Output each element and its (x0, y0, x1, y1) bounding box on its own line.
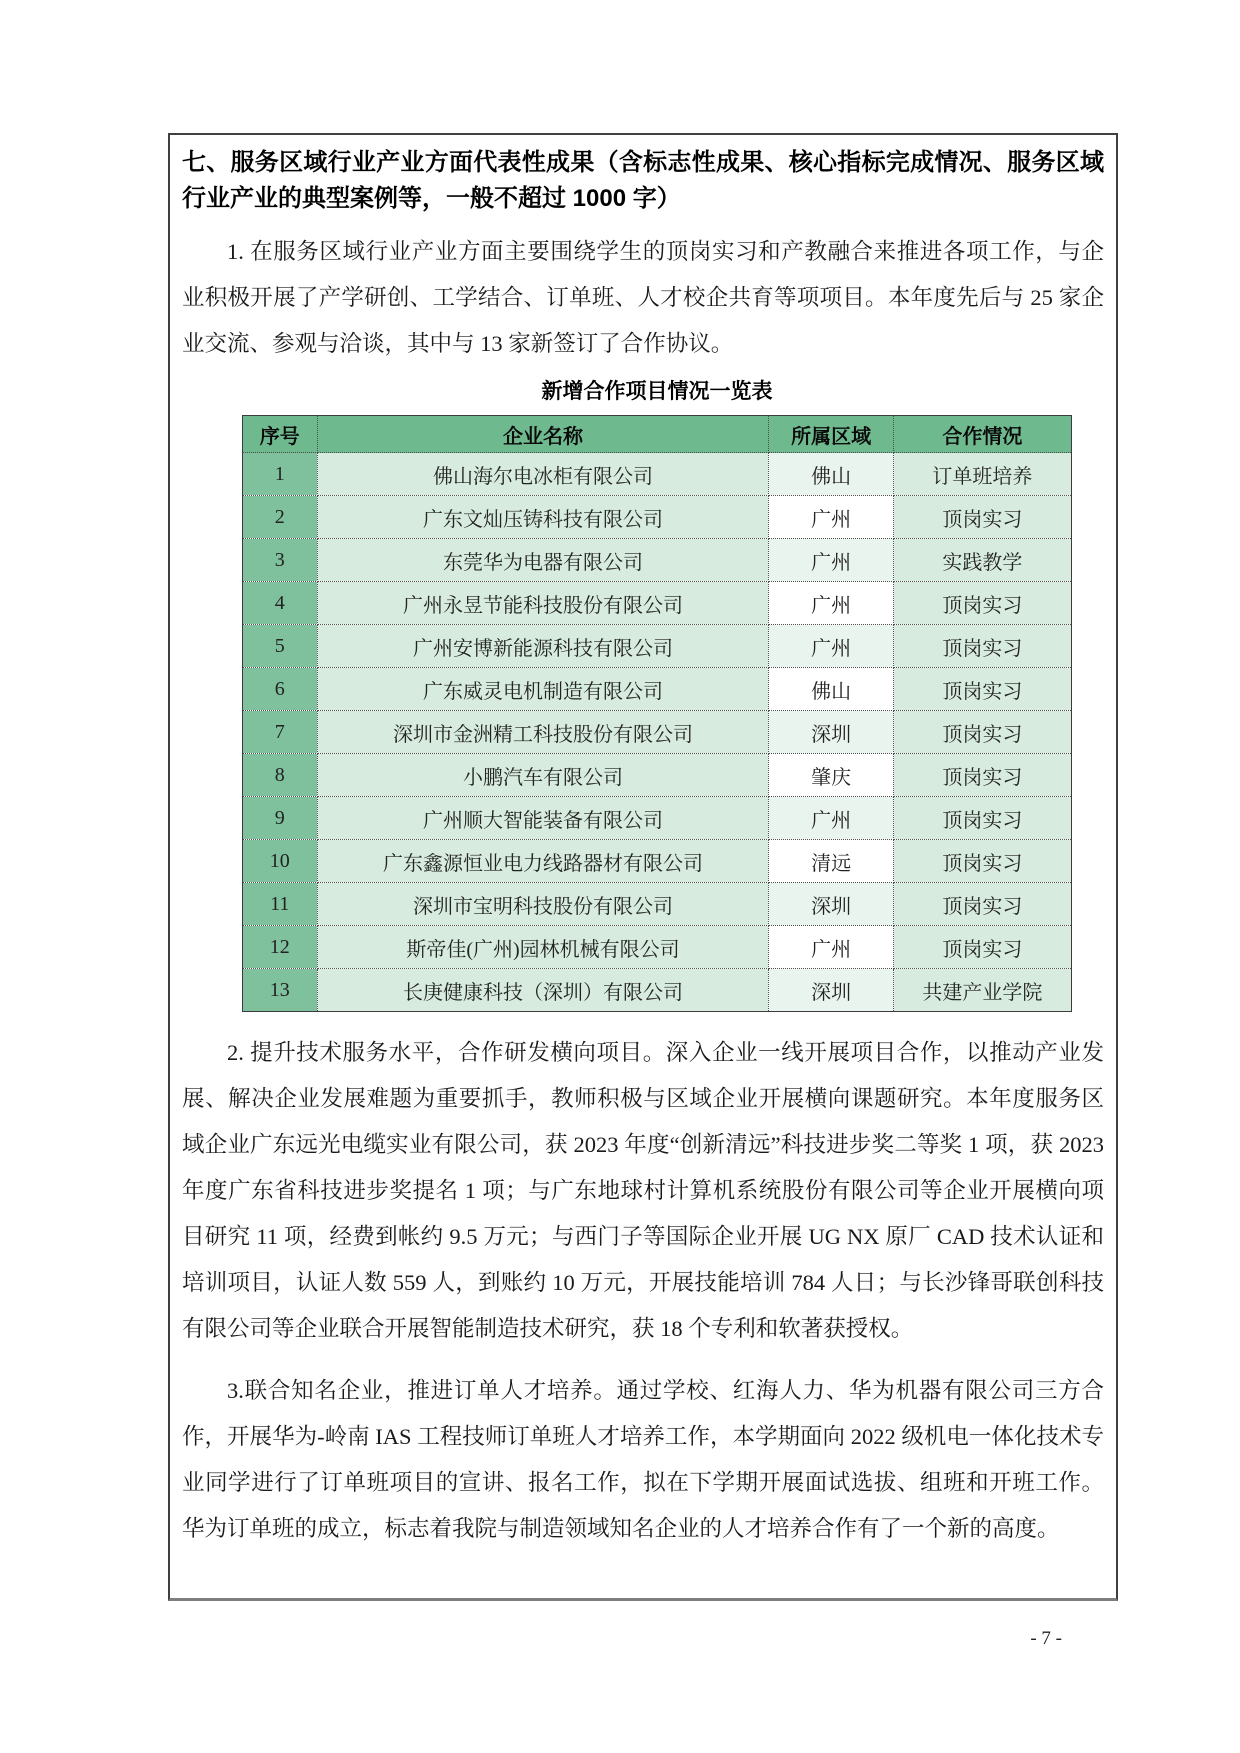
company-name-cell: 广东威灵电机制造有限公司 (317, 668, 769, 711)
paragraph-3: 3.联合知名企业，推进订单人才培养。通过学校、红海人力、华为机器有限公司三方合作，开展华为-岭南 IAS 工程技师订单班人才培养工作，本学期面向 2022 级机电一体化技术专业同学进行了订单班项目的宣讲、报名工作，拟在下学期开展面试选拔、组班和开班工作。华为订单班的成立，标志着我院与制造领域知名企业的人才培养合作有了一个新的高度。 (182, 1378, 1104, 1541)
row-index-cell: 2 (243, 496, 318, 539)
row-index-cell: 3 (243, 539, 318, 582)
table-row (243, 797, 1072, 840)
table-row (243, 625, 1072, 668)
column-header-no: 序号 (243, 416, 318, 453)
cooperation-cell: 顶岗实习 (893, 797, 1071, 840)
cooperation-cell: 顶岗实习 (893, 668, 1071, 711)
cooperation-table (242, 415, 1072, 1012)
cooperation-cell: 顶岗实习 (893, 625, 1071, 668)
cooperation-cell: 顶岗实习 (893, 711, 1071, 754)
table-row (243, 969, 1072, 1012)
region-cell: 佛山 (769, 453, 893, 496)
region-cell: 广州 (769, 625, 893, 668)
company-name-cell: 深圳市宝明科技股份有限公司 (317, 883, 769, 926)
column-header-cooperation: 合作情况 (893, 416, 1071, 453)
table-row (243, 840, 1072, 883)
table-body (243, 453, 1072, 1012)
table-row (243, 453, 1072, 496)
company-name-cell: 广州永昱节能科技股份有限公司 (317, 582, 769, 625)
company-name-cell: 广东文灿压铸科技有限公司 (317, 496, 769, 539)
paragraph-1: 1. 在服务区域行业产业方面主要围绕学生的顶岗实习和产教融合来推进各项工作，与企业积极开展了产学研创、工学结合、订单班、人才校企共育等项项目。本年度先后与 25 家企业交流、参观与洽谈，其中与 13 家新签订了合作协议。 (182, 239, 1104, 356)
cooperation-cell: 顶岗实习 (893, 883, 1071, 926)
region-cell: 肇庆 (769, 754, 893, 797)
region-cell: 广州 (769, 926, 893, 969)
company-name-cell: 广州安博新能源科技有限公司 (317, 625, 769, 668)
cooperation-cell: 顶岗实习 (893, 582, 1071, 625)
cooperation-cell: 共建产业学院 (893, 969, 1071, 1012)
company-name-cell: 东莞华为电器有限公司 (317, 539, 769, 582)
row-index-cell: 13 (243, 969, 318, 1012)
column-header-region: 所属区域 (769, 416, 893, 453)
table-row (243, 668, 1072, 711)
row-index-cell: 10 (243, 840, 318, 883)
section-heading: 七、服务区域行业产业方面代表性成果（含标志性成果、核心指标完成情况、服务区域行业产业的典型案例等，一般不超过 1000 字） (182, 149, 1104, 212)
company-name-cell: 佛山海尔电冰柜有限公司 (317, 453, 769, 496)
row-index-cell: 9 (243, 797, 318, 840)
table-row (243, 711, 1072, 754)
company-name-cell: 小鹏汽车有限公司 (317, 754, 769, 797)
cooperation-cell: 顶岗实习 (893, 926, 1071, 969)
paragraph-2: 2. 提升技术服务水平，合作研发横向项目。深入企业一线开展项目合作，以推动产业发展、解决企业发展难题为重要抓手，教师积极与区域企业开展横向课题研究。本年度服务区域企业广东远光电缆实业有限公司，获 2023 年度“创新清远”科技进步奖二等奖 1 项，获 2023 年度广东省科技进步奖提名 1 项；与广东地球村计算机系统股份有限公司等企业开展横向项目研究 11 项，经费到帐约 9.5 万元；与西门子等国际企业开展 UG NX 原厂 CAD 技术认证和培训项目，认证人数 559 人，到账约 10 万元，开展技能培训 784 人日；与长沙锋哥联创科技有限公司等企业联合开展智能制造技术研究，获 18 个专利和软著获授权。 (182, 1040, 1104, 1341)
table-row (243, 883, 1072, 926)
company-name-cell: 广州顺大智能装备有限公司 (317, 797, 769, 840)
region-cell: 广州 (769, 496, 893, 539)
table-row (243, 754, 1072, 797)
table-row (243, 496, 1072, 539)
page-number: - 7 - (1030, 1628, 1062, 1649)
row-index-cell: 1 (243, 453, 318, 496)
region-cell: 深圳 (769, 883, 893, 926)
cooperation-cell: 实践教学 (893, 539, 1071, 582)
row-index-cell: 11 (243, 883, 318, 926)
cooperation-cell: 顶岗实习 (893, 754, 1071, 797)
region-cell: 深圳 (769, 969, 893, 1012)
column-header-company: 企业名称 (317, 416, 769, 453)
section-box (168, 133, 1118, 1601)
table-header-row (243, 416, 1072, 453)
cooperation-cell: 顶岗实习 (893, 840, 1071, 883)
region-cell: 广州 (769, 797, 893, 840)
company-name-cell: 深圳市金洲精工科技股份有限公司 (317, 711, 769, 754)
company-name-cell: 长庚健康科技（深圳）有限公司 (317, 969, 769, 1012)
region-cell: 广州 (769, 582, 893, 625)
table-row (243, 926, 1072, 969)
region-cell: 清远 (769, 840, 893, 883)
row-index-cell: 6 (243, 668, 318, 711)
row-index-cell: 12 (243, 926, 318, 969)
table-row (243, 582, 1072, 625)
row-index-cell: 4 (243, 582, 318, 625)
cooperation-cell: 订单班培养 (893, 453, 1071, 496)
region-cell: 佛山 (769, 668, 893, 711)
row-index-cell: 8 (243, 754, 318, 797)
company-name-cell: 斯帝佳(广州)园林机械有限公司 (317, 926, 769, 969)
row-index-cell: 5 (243, 625, 318, 668)
table-title: 新增合作项目情况一览表 (541, 380, 773, 403)
row-index-cell: 7 (243, 711, 318, 754)
region-cell: 深圳 (769, 711, 893, 754)
region-cell: 广州 (769, 539, 893, 582)
cooperation-cell: 顶岗实习 (893, 496, 1071, 539)
table-row (243, 539, 1072, 582)
company-name-cell: 广东鑫源恒业电力线路器材有限公司 (317, 840, 769, 883)
